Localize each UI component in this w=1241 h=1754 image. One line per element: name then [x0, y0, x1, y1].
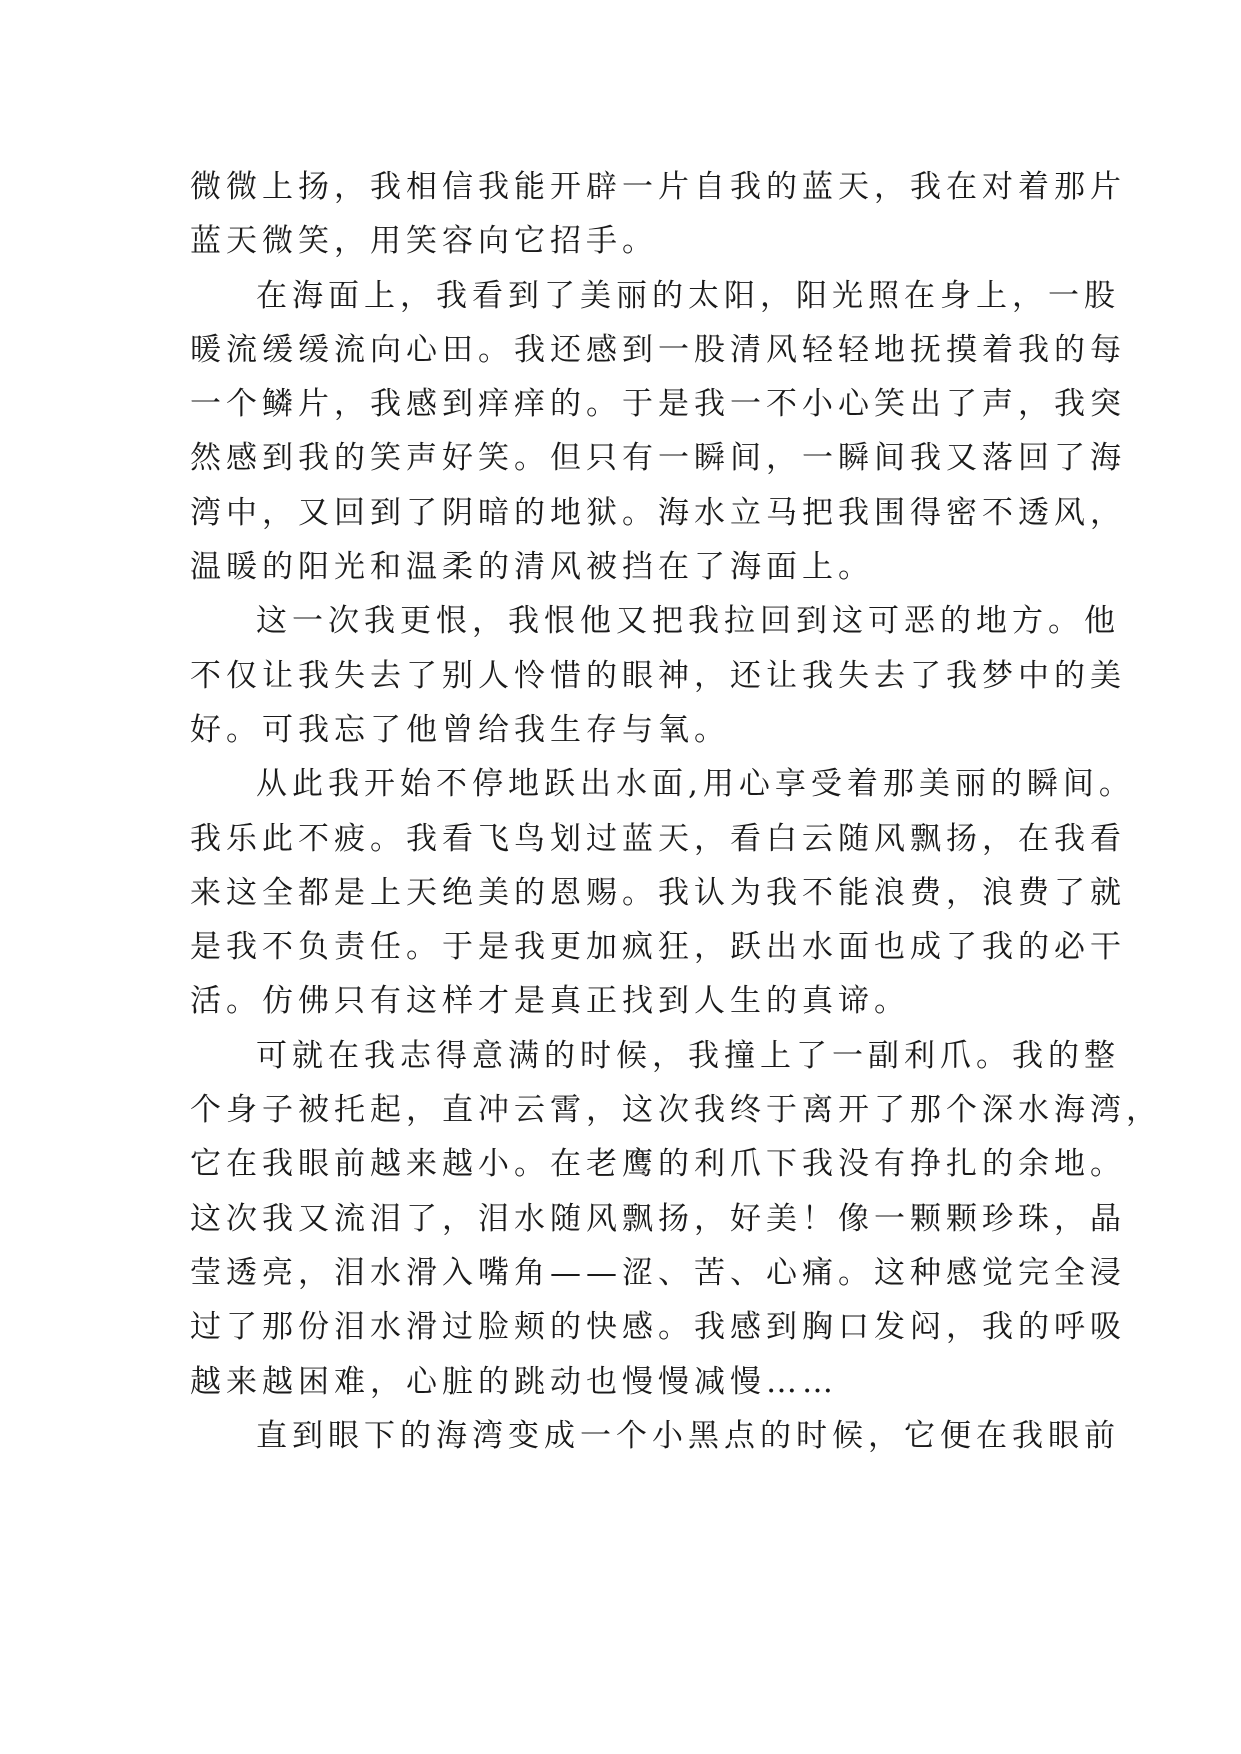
text-line: 从此我开始不停地跃出水面,用心享受着那美丽的瞬间。: [256, 766, 1135, 803]
text-line: 莹透亮，泪水滑入嘴角——涩、苦、心痛。这种感觉完全浸: [190, 1254, 1126, 1291]
text-line: 是我不负责任。于是我更加疯狂，跃出水面也成了我的必干: [190, 929, 1126, 966]
text-line: 这次我又流泪了，泪水随风飘扬，好美！像一颗颗珍珠，晶: [190, 1200, 1126, 1237]
text-line: 我乐此不疲。我看飞鸟划过蓝天，看白云随风飘扬，在我看: [190, 820, 1126, 857]
text-line: 个身子被托起，直冲云霄，这次我终于离开了那个深水海湾，: [190, 1092, 1162, 1129]
text-line: 过了那份泪水滑过脸颊的快感。我感到胸口发闷，我的呼吸: [190, 1309, 1126, 1346]
text-line: 湾中，又回到了阴暗的地狱。海水立马把我围得密不透风，: [190, 494, 1126, 531]
text-line: 不仅让我失去了别人怜惜的眼神，还让我失去了我梦中的美: [190, 657, 1126, 694]
text-line: 直到眼下的海湾变成一个小黑点的时候，它便在我眼前: [256, 1417, 1120, 1454]
text-line: 好。可我忘了他曾给我生存与氧。: [190, 711, 730, 748]
body-text: [190, 160, 1162, 1463]
text-line: 活。仿佛只有这样才是真正找到人生的真谛。: [190, 983, 910, 1020]
text-line: 来这全都是上天绝美的恩赐。我认为我不能浪费，浪费了就: [190, 874, 1126, 911]
text-line: 在海面上，我看到了美丽的太阳，阳光照在身上，一股: [256, 277, 1120, 314]
text-line: 一个鳞片，我感到痒痒的。于是我一不小心笑出了声，我突: [190, 386, 1126, 423]
text-line: 微微上扬，我相信我能开辟一片自我的蓝天，我在对着那片: [190, 169, 1126, 205]
text-line: 然感到我的笑声好笑。但只有一瞬间，一瞬间我又落回了海: [190, 440, 1126, 477]
text-line: 温暖的阳光和温柔的清风被挡在了海面上。: [190, 549, 874, 586]
text-line: 暖流缓缓流向心田。我还感到一股清风轻轻地抚摸着我的每: [190, 331, 1126, 368]
text-line: 蓝天微笑，用笑容向它招手。: [190, 223, 658, 260]
text-line: 可就在我志得意满的时候，我撞上了一副利爪。我的整: [256, 1037, 1120, 1074]
text-line: 它在我眼前越来越小。在老鹰的利爪下我没有挣扎的余地。: [190, 1146, 1126, 1183]
text-line: 越来越困难，心脏的跳动也慢慢减慢……: [190, 1363, 838, 1400]
text-line: 这一次我更恨，我恨他又把我拉回到这可恶的地方。他: [256, 603, 1120, 640]
